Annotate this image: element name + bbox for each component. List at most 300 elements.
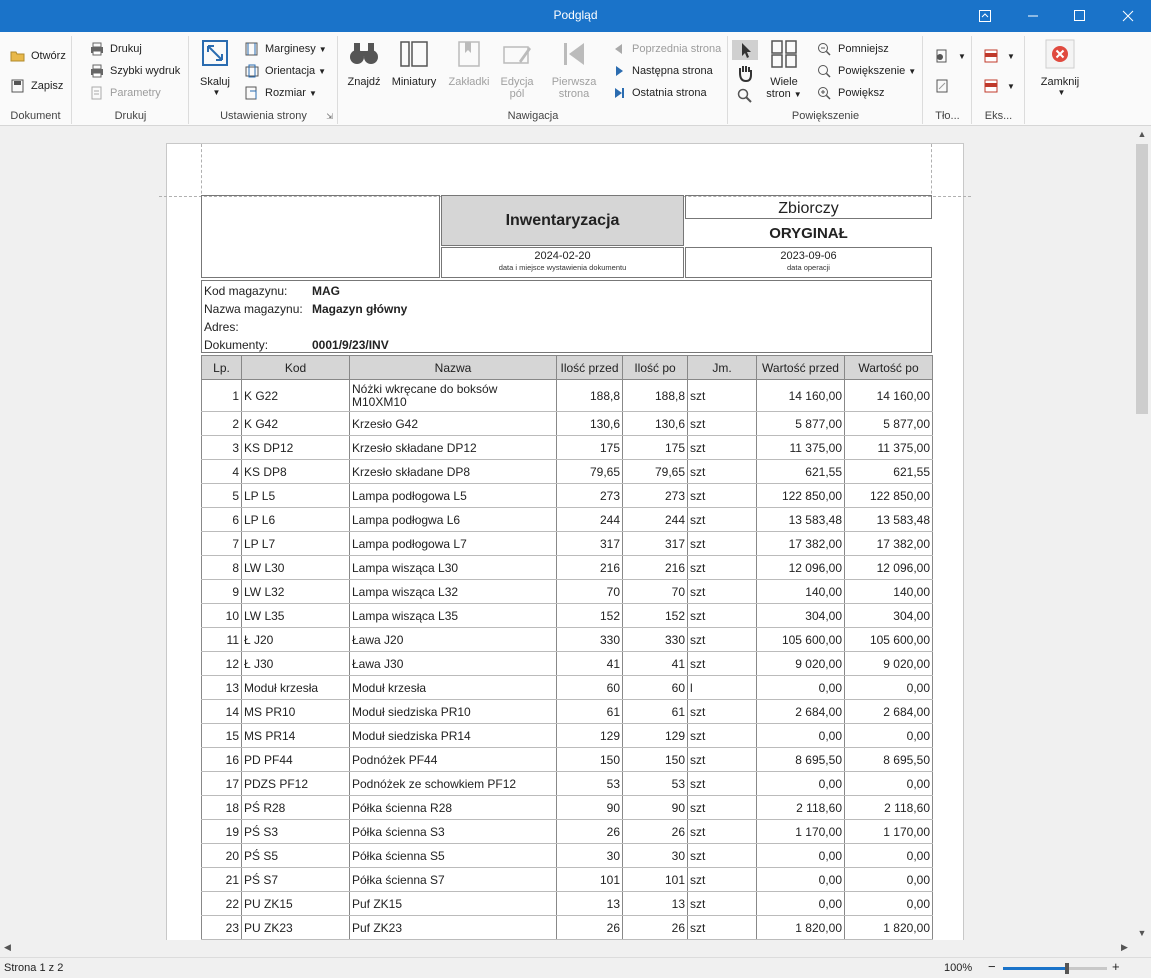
pointer-tool[interactable] [732, 40, 758, 60]
table-header [202, 356, 933, 380]
table-cell: 2 684,00 [757, 700, 845, 724]
watermark-button[interactable] [934, 76, 955, 96]
table-cell: 20 [202, 844, 242, 868]
table-cell: 70 [623, 580, 688, 604]
table-cell: 14 160,00 [757, 380, 845, 412]
table-cell: Moduł siedziska PR14 [350, 724, 557, 748]
table-cell: Ława J20 [350, 628, 557, 652]
table-row [202, 652, 933, 676]
table-cell: 14 [202, 700, 242, 724]
table-cell: 621,55 [845, 460, 933, 484]
orientation-button[interactable]: Orientacja ▼ [244, 61, 326, 81]
maximize-button[interactable] [1057, 0, 1103, 32]
table-cell: l [688, 676, 757, 700]
table-row [202, 844, 933, 868]
zoom-percentage: 100% [944, 962, 973, 974]
table-cell: 13 [557, 892, 623, 916]
table-cell: 13 [623, 892, 688, 916]
table-cell: 152 [623, 604, 688, 628]
table-cell: 621,55 [757, 460, 845, 484]
table-cell: 12 096,00 [757, 556, 845, 580]
table-cell: Lampa wisząca L30 [350, 556, 557, 580]
zoom-in-small-icon[interactable]: + [1112, 959, 1120, 974]
zoom-icon [817, 64, 833, 78]
table-row [202, 772, 933, 796]
info-row: Adres: [204, 320, 239, 334]
table-row [202, 508, 933, 532]
table-cell: szt [688, 820, 757, 844]
table-cell: 175 [557, 436, 623, 460]
table-cell: LW L30 [242, 556, 350, 580]
info-row: Dokumenty: 0001/9/23/INV [204, 338, 389, 352]
table-cell: 0,00 [845, 676, 933, 700]
table-cell: LP L7 [242, 532, 350, 556]
table-cell: 26 [557, 916, 623, 940]
minimize-button[interactable] [1010, 0, 1056, 32]
table-cell: 4 [202, 460, 242, 484]
send-pdf-icon [983, 79, 999, 93]
info-row: Kod magazynu: MAG [204, 284, 340, 298]
previous-page-button[interactable]: Poprzednia strona [611, 39, 721, 59]
table-cell: MS PR10 [242, 700, 350, 724]
table-cell: szt [688, 892, 757, 916]
scroll-left-icon[interactable]: ◀ [4, 942, 11, 952]
table-cell: szt [688, 844, 757, 868]
table-cell: 41 [623, 652, 688, 676]
table-cell: szt [688, 772, 757, 796]
group-tlo [924, 36, 972, 124]
table-cell: Lampa podłogowa L5 [350, 484, 557, 508]
scroll-up-icon[interactable]: ▲ [1137, 129, 1147, 139]
printer-icon [89, 42, 105, 56]
table-cell: 216 [557, 556, 623, 580]
table-cell: 9 020,00 [757, 652, 845, 676]
pointer-icon [732, 40, 758, 60]
table-cell: 79,65 [623, 460, 688, 484]
table-cell: K G22 [242, 380, 350, 412]
table-cell: 150 [557, 748, 623, 772]
table-row [202, 892, 933, 916]
send-export-button[interactable]: ▼ [983, 76, 1015, 96]
table-cell: Lampa podłogwa L6 [350, 508, 557, 532]
zoom-slider[interactable] [1003, 967, 1107, 970]
table-row [202, 748, 933, 772]
previous-arrow-icon [611, 42, 627, 56]
close-preview-button[interactable]: Zamknij ▼ [1034, 39, 1086, 97]
table-cell: 130,6 [623, 412, 688, 436]
group-powiekszenie [729, 36, 923, 124]
many-pages-icon [768, 39, 800, 69]
hand-tool[interactable] [735, 64, 755, 85]
document-type: Zbiorczy [685, 195, 932, 219]
table-row [202, 436, 933, 460]
table-cell: 8 [202, 556, 242, 580]
table-cell: szt [688, 652, 757, 676]
dialog-launcher-icon[interactable]: ⇲ [326, 112, 333, 121]
table-cell: Lampa wisząca L35 [350, 604, 557, 628]
table-cell: 8 695,50 [845, 748, 933, 772]
scroll-thumb[interactable] [1136, 144, 1148, 414]
zoom-dropdown[interactable]: Powiększenie ▼ [817, 61, 916, 81]
operation-date-box [685, 247, 932, 278]
table-cell: 17 382,00 [757, 532, 845, 556]
table-cell: 122 850,00 [845, 484, 933, 508]
table-cell: PŚ R28 [242, 796, 350, 820]
table-cell: KS DP8 [242, 460, 350, 484]
table-cell: 216 [623, 556, 688, 580]
page-size-button[interactable]: Rozmiar ▼ [244, 83, 317, 103]
table-cell: 0,00 [845, 724, 933, 748]
table-cell: Ława J30 [350, 652, 557, 676]
table-cell: 13 583,48 [845, 508, 933, 532]
ribbon [0, 32, 1151, 126]
table-cell: 13 583,48 [757, 508, 845, 532]
table-row [202, 676, 933, 700]
table-cell: 11 375,00 [757, 436, 845, 460]
table-cell: LW L32 [242, 580, 350, 604]
group-nawigacja [339, 36, 728, 124]
table-cell: PŚ S3 [242, 820, 350, 844]
table-row [202, 916, 933, 940]
table-cell: 11 [202, 628, 242, 652]
table-cell: szt [688, 508, 757, 532]
table-cell: 150 [623, 748, 688, 772]
table-cell: 273 [623, 484, 688, 508]
zoom-out-icon [817, 42, 833, 56]
info-row: Nazwa magazynu: Magazyn główny [204, 302, 408, 316]
column-header: Jm. [688, 356, 757, 380]
table-cell: 53 [623, 772, 688, 796]
document-viewport[interactable] [0, 127, 1133, 940]
quick-printer-icon [89, 64, 105, 78]
table-cell: Ł J20 [242, 628, 350, 652]
table-cell: Lampa wisząca L32 [350, 580, 557, 604]
table-cell: Puf ZK23 [350, 916, 557, 940]
table-cell: 101 [623, 868, 688, 892]
table-row [202, 380, 933, 412]
table-cell: szt [688, 724, 757, 748]
table-cell: 26 [557, 820, 623, 844]
watermark-icon [934, 79, 950, 93]
edit-fields-icon [501, 39, 533, 69]
table-cell: 2 684,00 [845, 700, 933, 724]
document-page [166, 143, 964, 940]
table-cell: Lampa podłogowa L7 [350, 532, 557, 556]
table-cell: Moduł krzesła [350, 676, 557, 700]
print-button[interactable]: Drukuj [89, 39, 142, 59]
group-drukuj [73, 36, 189, 124]
table-cell: 129 [623, 724, 688, 748]
save-button[interactable]: Zapisz [10, 76, 63, 96]
table-cell: 122 850,00 [757, 484, 845, 508]
inventory-table [201, 355, 933, 940]
column-header: Wartość przed [757, 356, 845, 380]
bookmark-icon [453, 39, 485, 69]
first-page-button[interactable]: Pierwsza strona [549, 39, 599, 100]
table-cell: Krzesło składane DP8 [350, 460, 557, 484]
table-row [202, 580, 933, 604]
table-cell: 0,00 [757, 844, 845, 868]
table-cell: 105 600,00 [757, 628, 845, 652]
thumbnails-icon [398, 39, 430, 69]
zoom-in-icon [817, 86, 833, 100]
table-row [202, 796, 933, 820]
table-cell: LW L35 [242, 604, 350, 628]
table-cell: 2 118,60 [845, 796, 933, 820]
table-cell: 317 [623, 532, 688, 556]
table-cell: szt [688, 604, 757, 628]
table-cell: szt [688, 700, 757, 724]
table-row [202, 868, 933, 892]
table-row [202, 628, 933, 652]
last-page-button[interactable]: Ostatnia strona [611, 83, 707, 103]
table-cell: 61 [623, 700, 688, 724]
zoom-in-button[interactable]: Powiększ [817, 83, 884, 103]
table-cell: 3 [202, 436, 242, 460]
table-cell: 0,00 [845, 844, 933, 868]
group-eksport [973, 36, 1025, 124]
table-cell: MS PR14 [242, 724, 350, 748]
chevron-down-icon: ▼ [1057, 88, 1066, 97]
table-cell: 15 [202, 724, 242, 748]
table-cell: 61 [557, 700, 623, 724]
table-cell: 317 [557, 532, 623, 556]
table-cell: 0,00 [757, 892, 845, 916]
table-cell: 1 820,00 [845, 916, 933, 940]
group-label-eksport: Eks... [984, 110, 1013, 122]
table-cell: PDZS PF12 [242, 772, 350, 796]
zoom-slider-thumb[interactable] [1065, 963, 1069, 974]
table-cell: PŚ S5 [242, 844, 350, 868]
table-row [202, 460, 933, 484]
table-cell: 188,8 [557, 380, 623, 412]
zoom-slider-fill [1003, 967, 1067, 970]
column-header: Wartość po [845, 356, 933, 380]
group-label-powiekszenie: Powiększenie [791, 110, 860, 122]
close-icon [1044, 39, 1076, 69]
logo-box [201, 195, 440, 278]
table-cell: Podnóżek PF44 [350, 748, 557, 772]
table-cell: szt [688, 916, 757, 940]
scale-icon [199, 39, 231, 69]
table-cell: 0,00 [757, 676, 845, 700]
table-cell: 30 [557, 844, 623, 868]
export-button[interactable]: ▼ [983, 46, 1015, 66]
table-cell: 0,00 [757, 868, 845, 892]
table-cell: 9 [202, 580, 242, 604]
table-cell: 2 [202, 412, 242, 436]
table-cell: K G42 [242, 412, 350, 436]
table-cell: 0,00 [757, 772, 845, 796]
table-cell: szt [688, 580, 757, 604]
table-cell: 273 [557, 484, 623, 508]
next-page-button[interactable]: Następna strona [611, 61, 713, 81]
column-header: Ilość po [623, 356, 688, 380]
table-cell: 13 [202, 676, 242, 700]
table-cell: 1 170,00 [845, 820, 933, 844]
table-cell: Nóżki wkręcane do boksów M10XM10 [350, 380, 557, 412]
table-cell: 19 [202, 820, 242, 844]
table-cell: 304,00 [845, 604, 933, 628]
table-cell: Półka ścienna S3 [350, 820, 557, 844]
issue-date: 2024-02-20 [534, 250, 591, 262]
table-cell: 53 [557, 772, 623, 796]
table-cell: szt [688, 796, 757, 820]
quick-print-button[interactable]: Szybki wydruk [89, 61, 180, 81]
group-label-ustawienia: Ustawienia strony [220, 110, 307, 122]
close-window-button[interactable] [1105, 0, 1151, 32]
group-label-nawigacja: Nawigacja [507, 110, 559, 122]
hand-icon [735, 64, 755, 82]
table-cell: szt [688, 532, 757, 556]
floppy-icon [10, 79, 26, 93]
zoom-tool[interactable] [737, 88, 753, 107]
table-cell: 2 118,60 [757, 796, 845, 820]
find-button[interactable]: Znajdź [343, 39, 385, 88]
group-label-dokument: Dokument [10, 110, 61, 122]
table-row [202, 724, 933, 748]
table-cell: KS DP12 [242, 436, 350, 460]
status-bar [0, 957, 1151, 978]
table-cell: Półka ścienna R28 [350, 796, 557, 820]
table-cell: Półka ścienna S7 [350, 868, 557, 892]
table-cell: 5 877,00 [757, 412, 845, 436]
binoculars-icon [348, 39, 380, 69]
table-cell: 330 [557, 628, 623, 652]
document-title: Inwentaryzacja [441, 195, 684, 246]
table-cell: 0,00 [845, 772, 933, 796]
thumbnails-button[interactable]: Miniatury [389, 39, 439, 88]
table-cell: 60 [557, 676, 623, 700]
table-cell: 16 [202, 748, 242, 772]
issue-date-box [441, 247, 684, 278]
table-cell: szt [688, 748, 757, 772]
margins-icon [244, 42, 260, 56]
group-dokument [0, 36, 72, 124]
table-cell: 330 [623, 628, 688, 652]
page-indicator: Strona 1 z 2 [4, 962, 64, 974]
vertical-scrollbar[interactable] [1133, 127, 1151, 940]
many-pages-button[interactable]: Wiele stron ▼ [763, 39, 805, 100]
table-cell: 90 [557, 796, 623, 820]
table-cell: Półka ścienna S5 [350, 844, 557, 868]
table-row [202, 484, 933, 508]
table-cell: 129 [557, 724, 623, 748]
table-cell: 1 [202, 380, 242, 412]
table-cell: 70 [557, 580, 623, 604]
table-row [202, 700, 933, 724]
table-cell: 23 [202, 916, 242, 940]
table-cell: 175 [623, 436, 688, 460]
table-row [202, 556, 933, 580]
parameters-button[interactable]: Parametry [89, 83, 161, 103]
table-cell: 26 [623, 820, 688, 844]
table-cell: 140,00 [845, 580, 933, 604]
scale-button[interactable]: Skaluj ▼ [196, 39, 234, 97]
issue-date-label: data i miejsce wystawienia dokumentu [498, 263, 627, 272]
next-arrow-icon [611, 64, 627, 78]
last-page-icon [611, 86, 627, 100]
zoom-out-button[interactable]: Pomniejsz [817, 39, 889, 59]
first-page-icon [558, 39, 590, 69]
column-header: Ilość przed [557, 356, 623, 380]
margins-button[interactable]: Marginesy ▼ [244, 39, 327, 59]
table-cell: 12 [202, 652, 242, 676]
table-row [202, 532, 933, 556]
scroll-down-icon[interactable]: ▼ [1137, 928, 1147, 938]
table-cell: 8 695,50 [757, 748, 845, 772]
table-cell: szt [688, 460, 757, 484]
table-cell: 6 [202, 508, 242, 532]
table-cell: 5 [202, 484, 242, 508]
table-cell: szt [688, 436, 757, 460]
table-cell: 9 020,00 [845, 652, 933, 676]
title-bar [0, 0, 1151, 32]
table-cell: 244 [557, 508, 623, 532]
table-cell: 140,00 [757, 580, 845, 604]
table-cell: szt [688, 380, 757, 412]
edit-fields-button[interactable]: Edycja pól [496, 39, 538, 100]
table-cell: LP L6 [242, 508, 350, 532]
page-color-button[interactable]: ▼ [934, 46, 966, 66]
table-row [202, 412, 933, 436]
zoom-out-small-icon[interactable]: − [988, 959, 996, 974]
scroll-right-icon[interactable]: ▶ [1121, 942, 1128, 952]
operation-date: 2023-09-06 [780, 250, 837, 262]
open-button[interactable]: Otwórz [10, 46, 66, 66]
table-cell: 244 [623, 508, 688, 532]
table-cell: 0,00 [845, 892, 933, 916]
table-cell: 152 [557, 604, 623, 628]
group-label-tlo: Tło... [935, 110, 960, 122]
table-row [202, 820, 933, 844]
table-cell: 21 [202, 868, 242, 892]
table-cell: szt [688, 484, 757, 508]
table-cell: 101 [557, 868, 623, 892]
original-label: ORYGINAŁ [769, 225, 848, 242]
table-cell: Moduł siedziska PR10 [350, 700, 557, 724]
table-cell: 17 382,00 [845, 532, 933, 556]
chevron-down-icon: ▼ [212, 88, 221, 97]
table-cell: 5 877,00 [845, 412, 933, 436]
table-cell: 11 375,00 [845, 436, 933, 460]
warehouse-info [201, 280, 932, 353]
table-row [202, 604, 933, 628]
table-cell: 18 [202, 796, 242, 820]
table-cell: LP L5 [242, 484, 350, 508]
bookmarks-button[interactable]: Zakładki [443, 39, 495, 88]
column-header: Kod [242, 356, 350, 380]
table-cell: 14 160,00 [845, 380, 933, 412]
column-header: Nazwa [350, 356, 557, 380]
table-cell: 1 170,00 [757, 820, 845, 844]
group-ustawienia [190, 36, 338, 124]
restore-icon[interactable] [962, 0, 1008, 32]
horizontal-scrollbar[interactable] [0, 940, 1151, 957]
table-cell: szt [688, 628, 757, 652]
table-cell: szt [688, 556, 757, 580]
table-cell: 188,8 [623, 380, 688, 412]
page-color-icon [934, 49, 950, 63]
table-cell: PU ZK15 [242, 892, 350, 916]
table-cell: 12 096,00 [845, 556, 933, 580]
table-cell: Krzesło składane DP12 [350, 436, 557, 460]
group-label-drukuj: Drukuj [114, 110, 147, 122]
page-size-icon [244, 86, 260, 100]
table-cell: PŚ S7 [242, 868, 350, 892]
pdf-icon [983, 49, 999, 63]
operation-date-label: data operacji [787, 263, 830, 272]
